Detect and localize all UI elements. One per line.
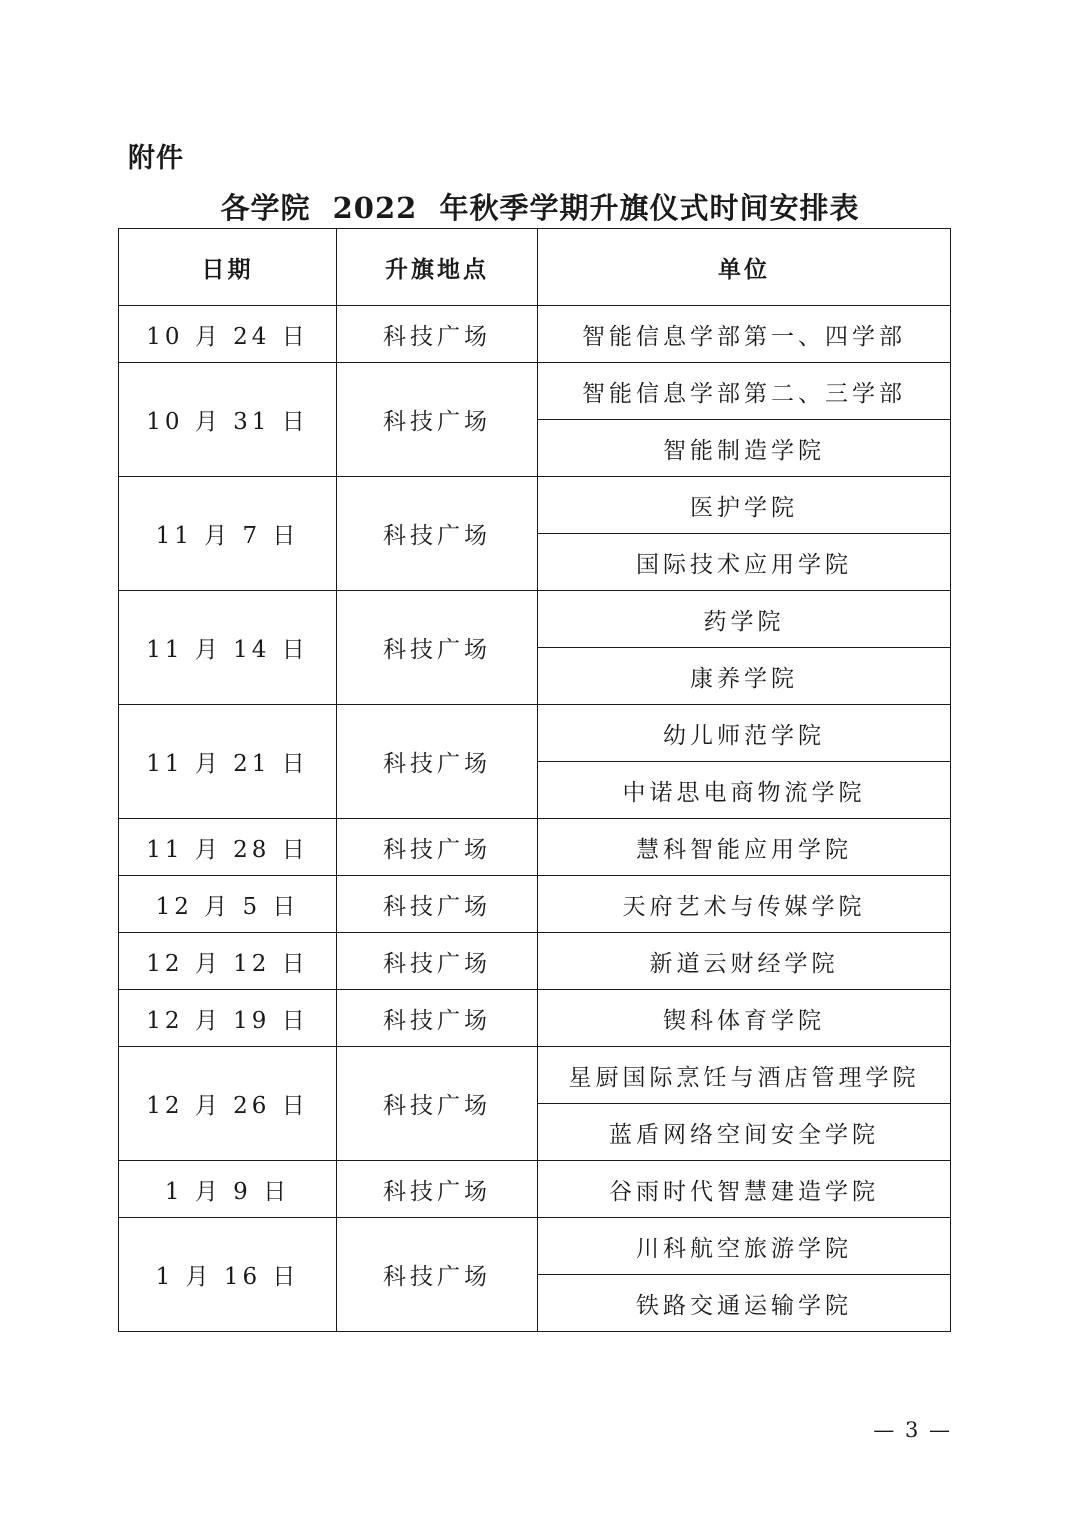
schedule-body bbox=[119, 306, 951, 1332]
table-row bbox=[119, 705, 951, 762]
table-row bbox=[119, 591, 951, 648]
unit-cell: 药学院 bbox=[538, 591, 951, 648]
header-unit: 单位 bbox=[538, 229, 951, 306]
date-cell: 11 月 28 日 bbox=[119, 819, 337, 876]
unit-cell: 中诺思电商物流学院 bbox=[538, 762, 951, 819]
location-cell: 科技广场 bbox=[337, 819, 538, 876]
location-cell: 科技广场 bbox=[337, 477, 538, 591]
table-row bbox=[119, 933, 951, 990]
table-row bbox=[119, 1047, 951, 1104]
table-header-row bbox=[119, 229, 951, 306]
location-cell: 科技广场 bbox=[337, 705, 538, 819]
date-cell: 11 月 14 日 bbox=[119, 591, 337, 705]
header-location: 升旗地点 bbox=[337, 229, 538, 306]
unit-cell: 幼儿师范学院 bbox=[538, 705, 951, 762]
date-cell: 12 月 5 日 bbox=[119, 876, 337, 933]
table-row bbox=[119, 363, 951, 420]
unit-cell: 医护学院 bbox=[538, 477, 951, 534]
unit-cell: 慧科智能应用学院 bbox=[538, 819, 951, 876]
table-row bbox=[119, 1218, 951, 1275]
date-cell: 12 月 19 日 bbox=[119, 990, 337, 1047]
unit-cell: 铁路交通运输学院 bbox=[538, 1275, 951, 1332]
schedule-table bbox=[118, 228, 951, 1332]
date-cell: 1 月 9 日 bbox=[119, 1161, 337, 1218]
unit-cell: 星厨国际烹饪与酒店管理学院 bbox=[538, 1047, 951, 1104]
location-cell: 科技广场 bbox=[337, 1218, 538, 1332]
location-cell: 科技广场 bbox=[337, 1161, 538, 1218]
unit-cell: 智能制造学院 bbox=[538, 420, 951, 477]
table-row bbox=[119, 1161, 951, 1218]
date-cell: 10 月 31 日 bbox=[119, 363, 337, 477]
location-cell: 科技广场 bbox=[337, 990, 538, 1047]
page-number: — 3 — bbox=[873, 1418, 952, 1442]
location-cell: 科技广场 bbox=[337, 933, 538, 990]
table-row bbox=[119, 990, 951, 1047]
unit-cell: 国际技术应用学院 bbox=[538, 534, 951, 591]
date-cell: 12 月 12 日 bbox=[119, 933, 337, 990]
unit-cell: 川科航空旅游学院 bbox=[538, 1218, 951, 1275]
unit-cell: 新道云财经学院 bbox=[538, 933, 951, 990]
table-row bbox=[119, 819, 951, 876]
date-cell: 11 月 21 日 bbox=[119, 705, 337, 819]
unit-cell: 智能信息学部第二、三学部 bbox=[538, 363, 951, 420]
header-date: 日期 bbox=[119, 229, 337, 306]
date-cell: 1 月 16 日 bbox=[119, 1218, 337, 1332]
table-row bbox=[119, 306, 951, 363]
date-cell: 12 月 26 日 bbox=[119, 1047, 337, 1161]
unit-cell: 谷雨时代智慧建造学院 bbox=[538, 1161, 951, 1218]
table-row bbox=[119, 477, 951, 534]
document-title: 各学院 2022 年秋季学期升旗仪式时间安排表 bbox=[220, 191, 860, 225]
unit-cell: 智能信息学部第一、四学部 bbox=[538, 306, 951, 363]
unit-cell: 天府艺术与传媒学院 bbox=[538, 876, 951, 933]
location-cell: 科技广场 bbox=[337, 363, 538, 477]
unit-cell: 康养学院 bbox=[538, 648, 951, 705]
date-cell: 10 月 24 日 bbox=[119, 306, 337, 363]
table-row bbox=[119, 876, 951, 933]
location-cell: 科技广场 bbox=[337, 591, 538, 705]
location-cell: 科技广场 bbox=[337, 1047, 538, 1161]
location-cell: 科技广场 bbox=[337, 306, 538, 363]
location-cell: 科技广场 bbox=[337, 876, 538, 933]
unit-cell: 蓝盾网络空间安全学院 bbox=[538, 1104, 951, 1161]
date-cell: 11 月 7 日 bbox=[119, 477, 337, 591]
attachment-label: 附件 bbox=[128, 143, 184, 174]
unit-cell: 锲科体育学院 bbox=[538, 990, 951, 1047]
